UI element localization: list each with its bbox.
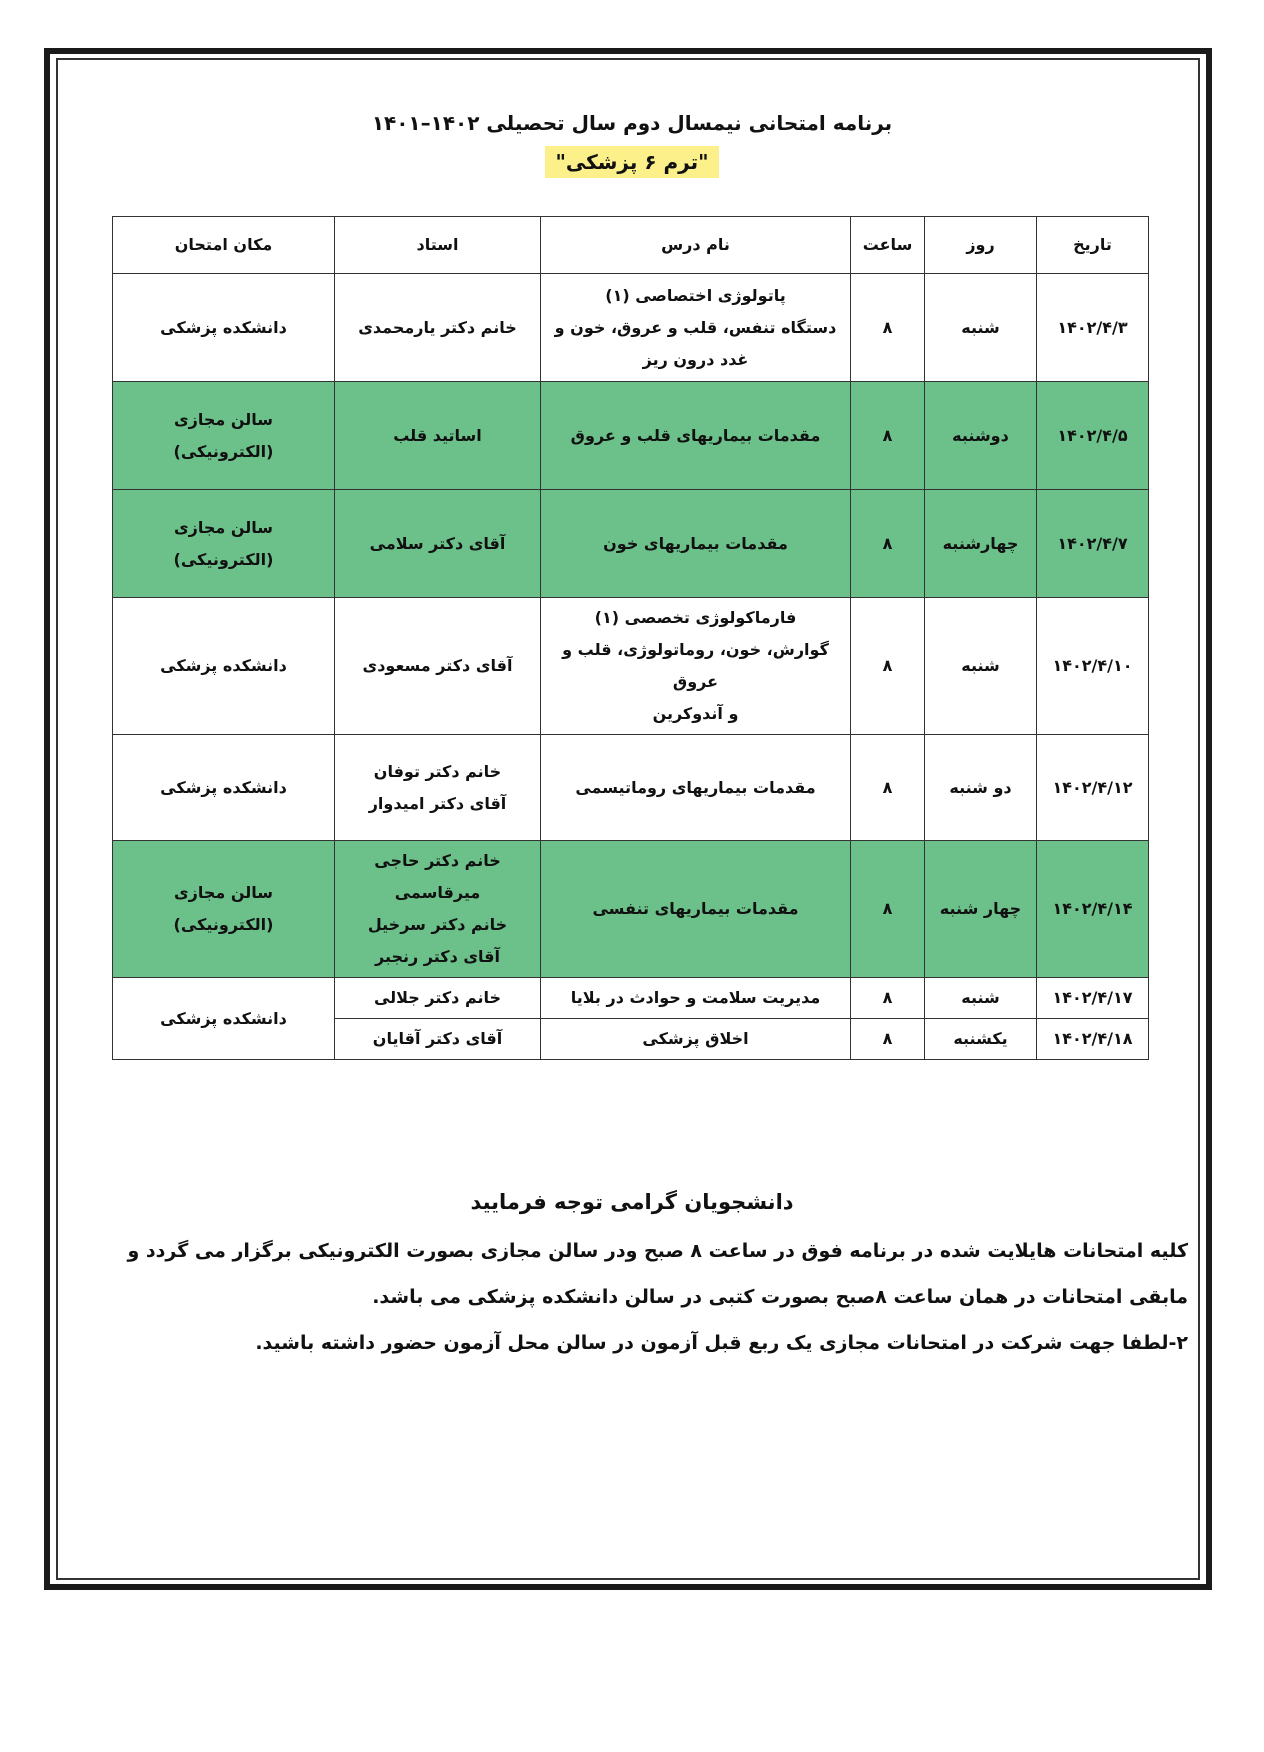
cell-course-line: عروق (672, 672, 719, 691)
cell-course (541, 274, 851, 382)
cell-location-line: (الکترونیکی) (173, 549, 274, 569)
cell-course-line: اخلاق پزشکی (642, 1029, 749, 1048)
table-row (113, 274, 1149, 382)
cell-day: دوشنبه (925, 382, 1037, 490)
cell-hour: ۸ (851, 274, 925, 382)
notice-section (76, 1190, 1188, 1366)
cell-location-line: سالن مجازی (173, 517, 274, 537)
table-header-row (113, 217, 1149, 274)
header-instructor: استاد (335, 217, 541, 274)
cell-course-line: دستگاه تنفس، قلب و عروق، خون و (554, 317, 837, 337)
cell-course (541, 841, 851, 978)
cell-instructor-line: آقای دکتر امیدوار (368, 793, 507, 813)
cell-course-line: مقدمات بیماریهای تنفسی (592, 899, 799, 918)
cell-instructor (335, 735, 541, 841)
cell-date: ۱۴۰۲/۴/۵ (1037, 382, 1149, 490)
cell-course-line: و آندوکرین (652, 704, 739, 723)
cell-course-line: گوارش، خون، روماتولوژی، قلب و (562, 640, 829, 659)
header-location: مکان امتحان (113, 217, 335, 274)
cell-instructor-line: خانم دکتر یارمحمدی (358, 317, 517, 337)
cell-hour: ۸ (851, 978, 925, 1019)
cell-course-line: مقدمات بیماریهای خون (603, 533, 788, 553)
cell-instructor-line: آقای دکتر آقایان (372, 1029, 503, 1048)
notice-line: کلیه امتحانات هایلایت شده در برنامه فوق در ساعت ۸ صبح ودر سالن مجازی بصورت الکترونیکی برگزار می گردد و مابقی امتحانات در همان ساعت ۸صبح بصورت کتبی در سالن دانشکده پزشکی می باشد. (127, 1240, 1188, 1308)
cell-day: شنبه (925, 598, 1037, 735)
cell-location-line: (الکترونیکی) (173, 441, 274, 461)
cell-course (541, 382, 851, 490)
cell-instructor-line: اساتید قلب (393, 425, 482, 445)
header-date: تاریخ (1037, 217, 1149, 274)
cell-date: ۱۴۰۲/۴/۱۲ (1037, 735, 1149, 841)
cell-location (113, 274, 335, 382)
cell-day: چهارشنبه (925, 490, 1037, 598)
cell-day: شنبه (925, 274, 1037, 382)
cell-hour: ۸ (851, 1019, 925, 1060)
cell-location-line: دانشکده پزشکی (160, 317, 287, 337)
cell-course-line: غدد درون ریز (642, 349, 749, 369)
exam-schedule-table (112, 216, 1149, 1060)
cell-location-line: دانشکده پزشکی (160, 1008, 287, 1028)
cell-date: ۱۴۰۲/۴/۱۸ (1037, 1019, 1149, 1060)
cell-date: ۱۴۰۲/۴/۱۰ (1037, 598, 1149, 735)
cell-instructor-line: آقای دکتر مسعودی (362, 656, 513, 675)
cell-date: ۱۴۰۲/۴/۷ (1037, 490, 1149, 598)
table-row (113, 382, 1149, 490)
cell-instructor (335, 841, 541, 978)
cell-course (541, 490, 851, 598)
cell-course-line: مقدمات بیماریهای قلب و عروق (570, 425, 821, 445)
notice-line: ۲-لطفا جهت شرکت در امتحانات مجازی یک ربع قبل آزمون در سالن محل آزمون حضور داشته باشید. (255, 1332, 1188, 1354)
cell-location-line: دانشکده پزشکی (160, 656, 287, 675)
cell-instructor-line: خانم دکتر حاجی (374, 851, 501, 870)
table-row (113, 841, 1149, 978)
cell-course-line: پاتولوژی اختصاصی (۱) (605, 285, 786, 305)
cell-course (541, 1019, 851, 1060)
cell-instructor-line: خانم دکتر توفان (373, 761, 502, 781)
cell-course (541, 978, 851, 1019)
cell-instructor-line: خانم دکتر جلالی (373, 988, 502, 1007)
table-row (113, 490, 1149, 598)
header-hour: ساعت (851, 217, 925, 274)
cell-course-line: مقدمات بیماریهای روماتیسمی (575, 777, 816, 797)
term-label: "ترم ۶ پزشکی" (545, 146, 718, 178)
cell-instructor (335, 274, 541, 382)
cell-instructor-line: میرقاسمی (394, 883, 481, 902)
cell-instructor (335, 382, 541, 490)
cell-date: ۱۴۰۲/۴/۱۷ (1037, 978, 1149, 1019)
cell-location (113, 382, 335, 490)
cell-day: دو شنبه (925, 735, 1037, 841)
cell-date: ۱۴۰۲/۴/۱۴ (1037, 841, 1149, 978)
cell-location-line: سالن مجازی (173, 883, 274, 902)
table-row (113, 598, 1149, 735)
cell-instructor (335, 978, 541, 1019)
cell-location (113, 735, 335, 841)
table-row (113, 978, 1149, 1019)
header-day: روز (925, 217, 1037, 274)
cell-location (113, 978, 335, 1060)
cell-instructor-line: خانم دکتر سرخیل (367, 915, 508, 934)
cell-course-line: مدیریت سلامت و حوادث در بلایا (570, 988, 821, 1007)
cell-day: یکشنبه (925, 1019, 1037, 1060)
cell-hour: ۸ (851, 382, 925, 490)
cell-course (541, 598, 851, 735)
cell-instructor (335, 490, 541, 598)
cell-location (113, 490, 335, 598)
cell-location (113, 598, 335, 735)
page-title: برنامه امتحانی نیمسال دوم سال تحصیلی ۱۴۰۲–۱۴۰۱ (371, 111, 893, 135)
cell-instructor (335, 1019, 541, 1060)
cell-instructor-line: آقای دکتر رنجبر (374, 947, 500, 966)
cell-day: چهار شنبه (925, 841, 1037, 978)
cell-location-line: (الکترونیکی) (173, 915, 274, 934)
cell-course-line: فارماکولوژی تخصصی (۱) (594, 608, 797, 627)
cell-day: شنبه (925, 978, 1037, 1019)
notice-title: دانشجویان گرامی توجه فرمایید (470, 1190, 794, 1214)
cell-instructor-line: آقای دکتر سلامی (369, 533, 506, 553)
cell-hour: ۸ (851, 841, 925, 978)
table-row (113, 735, 1149, 841)
cell-location-line: سالن مجازی (173, 409, 274, 429)
header-course: نام درس (541, 217, 851, 274)
cell-location (113, 841, 335, 978)
cell-hour: ۸ (851, 490, 925, 598)
cell-location-line: دانشکده پزشکی (160, 777, 287, 797)
cell-course (541, 735, 851, 841)
table-body (113, 274, 1149, 1060)
header (0, 108, 1264, 178)
cell-hour: ۸ (851, 735, 925, 841)
cell-date: ۱۴۰۲/۴/۳ (1037, 274, 1149, 382)
cell-instructor (335, 598, 541, 735)
cell-hour: ۸ (851, 598, 925, 735)
